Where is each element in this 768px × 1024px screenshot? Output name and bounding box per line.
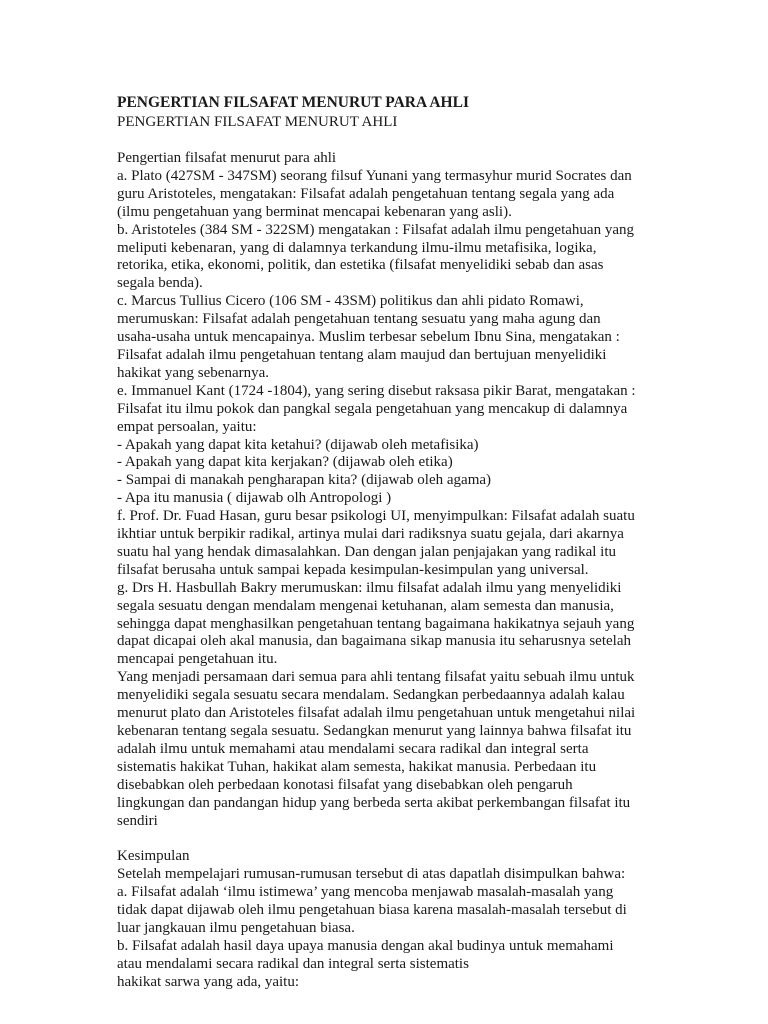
text-line: e. Immanuel Kant (1724 -1804), yang sering disebut raksasa pikir Barat, mengatakan : [117, 382, 636, 399]
text-line: tidak dapat dijawab oleh ilmu pengetahuan biasa karena masalah-masalah tersebut di [117, 902, 627, 919]
text-line: b. Filsafat adalah hasil daya upaya manusia dengan akal budinya untuk memahami [117, 937, 614, 954]
text-line: b. Aristoteles (384 SM - 322SM) mengatakan : Filsafat adalah ilmu pengetahuan yang [117, 221, 634, 238]
text-line: ikhtiar untuk berpikir radikal, artinya mulai dari radiksnya suatu gejala, dari akarnya [117, 526, 624, 543]
text-line: segala benda). [117, 275, 203, 292]
text-line: c. Marcus Tullius Cicero (106 SM - 43SM) politikus dan ahli pidato Romawi, [117, 293, 584, 310]
text-line: Kesimpulan [117, 848, 190, 865]
text-line: disebabkan oleh perbedaan konotasi filsafat yang disebabkan oleh pengaruh [117, 776, 573, 793]
text-line: - Sampai di manakah pengharapan kita? (dijawab oleh agama) [117, 472, 492, 489]
text-line: menurut plato dan Aristoteles filsafat adalah ilmu pengetahuan untuk mengetahui nilai [117, 705, 636, 722]
text-line: empat persoalan, yaitu: [117, 418, 257, 435]
text-line: guru Aristoteles, mengatakan: Filsafat adalah pengetahuan tentang segala yang ada [117, 185, 615, 202]
text-line: lingkungan dan pandangan hidup yang berbeda serta akibat perkembangan filsafat itu [117, 794, 631, 811]
text-line: a. Filsafat adalah ‘ilmu istimewa’ yang mencoba menjawab masalah-masalah yang [117, 884, 614, 901]
text-line: atau mendalami secara radikal dan integral serta sistematis [117, 955, 469, 972]
text-line: Filsafat itu ilmu pokok dan pangkal segala pengetahuan yang mencakup di dalamnya [117, 400, 628, 417]
text-line: - Apakah yang dapat kita ketahui? (dijawab oleh metafisika) [117, 436, 479, 453]
text-line: f. Prof. Dr. Fuad Hasan, guru besar psikologi UI, menyimpulkan: Filsafat adalah suatu [117, 508, 635, 525]
text-line: dapat dicapai oleh akal manusia, dan bagaimana sikap manusia itu seharusnya setelah [117, 633, 631, 650]
text-line: luar jangkauan ilmu pengetahuan biasa. [117, 920, 355, 937]
text-line: Pengertian filsafat menurut para ahli [117, 150, 337, 166]
text-line: hakikat sarwa yang ada, yaitu: [117, 973, 300, 990]
text-line: retorika, etika, ekonomi, politik, dan estetika (filsafat menyelidiki sebab dan asas [117, 257, 604, 274]
text-line: merumuskan: Filsafat adalah pengetahuan tentang sesuatu yang maha agung dan [117, 311, 601, 328]
document-subtitle: PENGERTIAN FILSAFAT MENURUT AHLI [117, 114, 398, 130]
text-line: meliputi kebenaran, yang di dalamnya terkandung ilmu-ilmu metafisika, logika, [117, 239, 597, 256]
document-title: PENGERTIAN FILSAFAT MENURUT PARA AHLI [117, 94, 469, 111]
text-line: Yang menjadi persamaan dari semua para ahli tentang filsafat yaitu sebuah ilmu untuk [117, 669, 635, 686]
text-line: filsafat berusaha untuk sampai kepada kesimpulan-kesimpulan yang universal. [117, 561, 589, 578]
text-line: sendiri [117, 812, 158, 829]
text-line: - Apa itu manusia ( dijawab olh Antropologi ) [117, 490, 392, 507]
body-section-conclusion [117, 848, 728, 991]
blank-line [117, 132, 728, 150]
text-line: usaha-usaha untuk mencapainya. Muslim terbesar sebelum Ibnu Sina, mengatakan : [117, 329, 620, 346]
text-line: adalah ilmu untuk memahami atau mendalami secara radikal dan integral serta [117, 740, 589, 757]
text-line: a. Plato (427SM - 347SM) seorang filsuf Yunani yang termasyhur murid Socrates dan [117, 167, 632, 184]
text-line: hakikat yang sebenarnya. [117, 364, 270, 381]
text-line: - Apakah yang dapat kita kerjakan? (dijawab oleh etika) [117, 454, 453, 471]
text-line: g. Drs H. Hasbullah Bakry merumuskan: ilmu filsafat adalah ilmu yang menyelidiki [117, 579, 622, 596]
blank-line [117, 830, 728, 848]
text-line: Setelah mempelajari rumusan-rumusan tersebut di atas dapatlah disimpulkan bahwa: [117, 866, 626, 883]
text-line: Filsafat adalah ilmu pengetahuan tentang alam maujud dan bertujuan menyelidiki [117, 346, 607, 363]
body-section-definitions [117, 150, 728, 830]
text-line: suatu hal yang hendak dimasalahkan. Dan dengan jalan penjajakan yang radikal itu [117, 543, 616, 560]
text-line: sehingga dapat menghasilkan pengetahuan tentang bagaimana hakikatnya sejauh yang [117, 615, 635, 632]
text-line: mencapai pengetahuan itu. [117, 651, 278, 668]
text-line: menyelidiki segala sesuatu secara mendalam. Sedangkan perbedaannya adalah kalau [117, 687, 625, 704]
text-line: segala sesuatu dengan mendalam mengenai ketuhanan, alam semesta dan manusia, [117, 597, 614, 614]
text-line: (ilmu pengetahuan yang berminat mencapai kebenaran yang asli). [117, 203, 512, 220]
text-line: sistematis hakikat Tuhan, hakikat alam semesta, hakikat manusia. Perbedaan itu [117, 758, 597, 775]
text-line: kebenaran tentang segala sesuatu. Sedangkan menurut yang lainnya bahwa filsafat itu [117, 723, 632, 739]
